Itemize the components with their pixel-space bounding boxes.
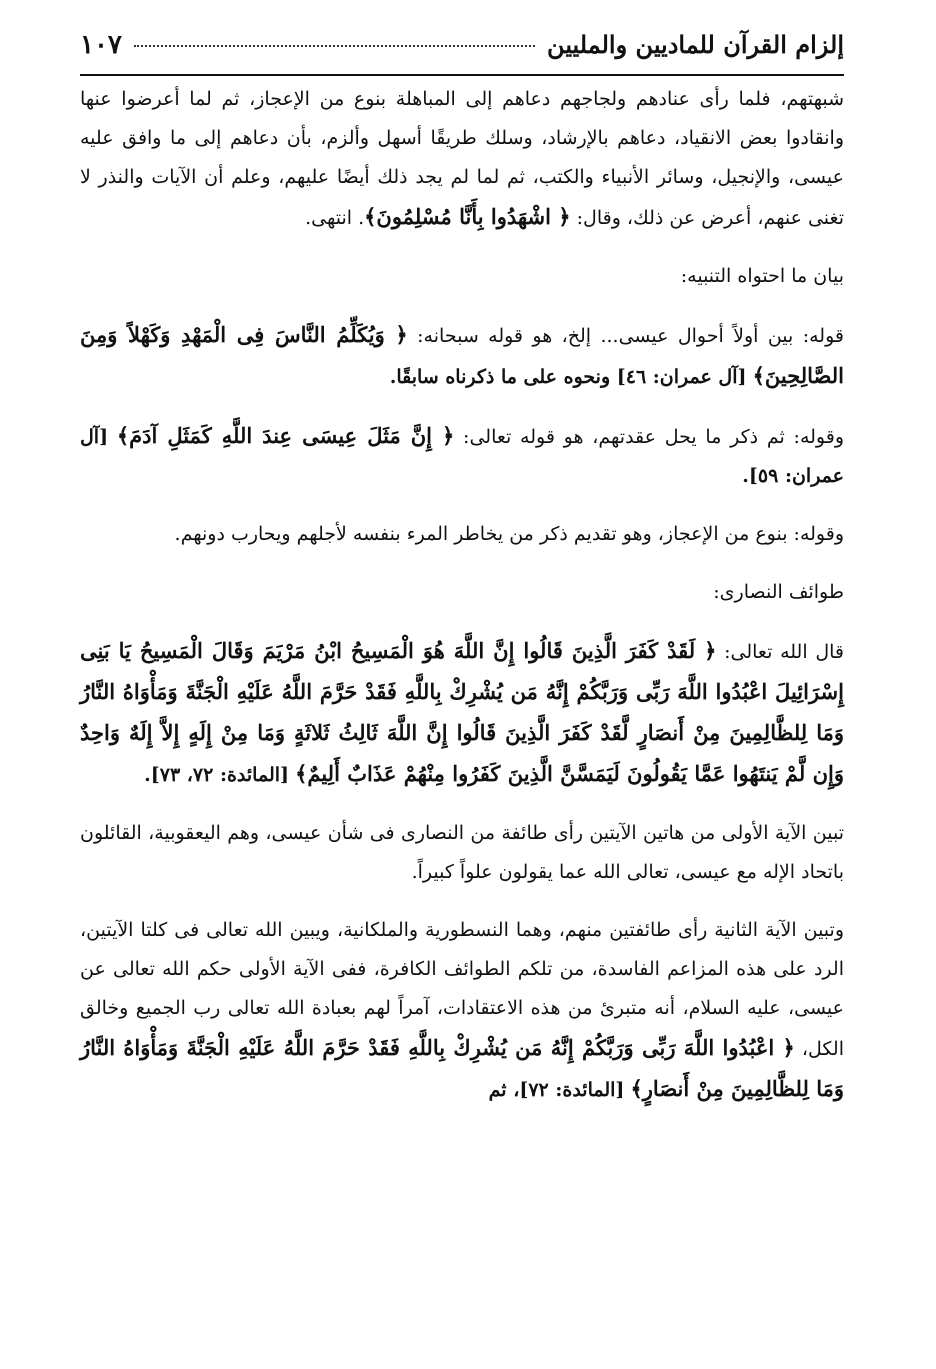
verse-reference: [المائدة: ٧٢، ٧٣]. — [144, 764, 290, 786]
paragraph-knot — [80, 416, 844, 496]
paragraph-nestorians — [80, 911, 844, 1110]
section-heading-tanbih: بيان ما احتواه التنبيه: — [680, 265, 844, 287]
paragraph-intro: قال الله تعالى: — [724, 641, 844, 663]
paragraph-continuation — [80, 80, 844, 238]
paragraph-ijaz: وقوله: بنوع من الإعجاز، وهو تقديم ذكر من يخاطر المرء بنفسه لأجلهم ويحارب دونهم. — [174, 523, 844, 545]
quran-quote: ﴿ اشْهَدُوا بِأَنَّا مُسْلِمُونَ﴾ — [364, 204, 571, 229]
paragraph-maidah-verses — [80, 631, 844, 795]
book-title: إلزام القرآن للماديين والمليين — [547, 30, 844, 59]
paragraph-text: شبهتهم، فلما رأى عنادهم ولجاجهم دعاهم إلى المباهلة بنوع من الإعجاز، ثم لما أعرضوا عنها وانقادوا بعض الانقياد، دعاهم بالإرشاد، وسلك طريقًا أسهل وألزم، بأن دعاهم إلى ما وافق عليه عيسى، والإنجيل، وسائر الأنبياء والكتب، ثم لما لم يجد ذلك أيضًا عليهم، وعلم أن الآيات والنذر لا تغنى عنهم، أعرض عن ذلك، وقال: — [80, 88, 844, 229]
verse-reference: [المائدة: ٧٢]، ثم — [488, 1079, 625, 1101]
paragraph-tail: . انتهى. — [305, 207, 365, 229]
section-heading-christian-sects: طوائف النصارى: — [713, 581, 844, 603]
paragraph-intro: وتبين الآية الثانية رأى طائفتين منهم، وهما النسطورية والملكانية، ويبين الله تعالى فى كلتا الآيتين، الرد على هذه المزاعم الفاسدة، من تلكم الطوائف الكافرة، ففى الآية الأولى حكم الله تعالى عن عيسى، عليه السلام، أنه متبرئ من هذه الاعتقادات، آمراً لهم بعبادة الله تعالى رب الجميع وخالق الكل، — [80, 919, 844, 1060]
paragraph-jacobites: تبين الآية الأولى من هاتين الآيتين رأى طائفة من النصارى فى شأن عيسى، وهم اليعقوبية، القائلون باتحاد الإله مع عيسى، تعالى الله عما يقولون علواً كبيراً. — [80, 822, 844, 883]
paragraph-intro: وقوله: ثم ذكر ما يحل عقدتهم، هو قوله تعالى: — [463, 426, 844, 448]
quran-quote: ﴿ اعْبُدُوا اللَّهَ رَبِّى وَرَبَّكُمْ إِنَّهُ مَن يُشْرِكْ بِاللَّهِ فَقَدْ حَرَّمَ اللَّهُ عَلَيْهِ الْجَنَّةَ وَمَأْوَاهُ النَّارُ وَمَا لِلظَّالِمِينَ مِنْ أَنصَارٍ﴾ — [80, 1035, 844, 1101]
page-number: ١٠٧ — [80, 30, 122, 60]
paragraph-intro: قوله: بين أولاً أحوال عيسى... إلخ، هو قوله سبحانه: — [417, 325, 844, 347]
paragraph-isa-states — [80, 315, 844, 397]
verse-reference: [آل عمران: ٤٦] ونحوه على ما ذكرناه سابقًا. — [389, 366, 747, 388]
page-body — [80, 80, 844, 1110]
verse-reference: [آل عمران: ٥٩]. — [80, 426, 844, 487]
header-dotted-leader — [134, 45, 535, 47]
quran-quote: ﴿ إِنَّ مَثَلَ عِيسَى عِندَ اللَّهِ كَمَثَلِ آدَمَ﴾ — [116, 423, 455, 448]
quran-quote: ﴿ لَقَدْ كَفَرَ الَّذِينَ قَالُوا إِنَّ اللَّهَ هُوَ الْمَسِيحُ ابْنُ مَرْيَمَ وَقَالَ الْمَسِيحُ يَا بَنِى إِسْرَائِيلَ اعْبُدُوا اللَّهَ رَبِّى وَرَبَّكُمْ إِنَّهُ مَن يُشْرِكْ بِاللَّهِ فَقَدْ حَرَّمَ اللَّهُ عَلَيْهِ الْجَنَّةَ وَمَأْوَاهُ النَّارُ وَمَا لِلظَّالِمِينَ مِنْ أَنصَارٍ لَّقَدْ كَفَرَ الَّذِينَ قَالُوا إِنَّ اللَّهَ ثَالِثُ ثَلاثَةٍ وَمَا مِنْ إِلَهٍ إِلاَّ إِلَهٌ وَاحِدٌ وَإِن لَّمْ يَنتَهُوا عَمَّا يَقُولُونَ لَيَمَسَّنَّ الَّذِينَ كَفَرُوا مِنْهُمْ عَذَابٌ أَلِيمٌ﴾ — [80, 638, 844, 786]
running-header — [80, 30, 844, 76]
quran-quote: ﴿ وَيُكَلِّمُ النَّاسَ فِى الْمَهْدِ وَكَهْلاً وَمِنَ الصَّالِحِينَ﴾ — [80, 322, 844, 388]
